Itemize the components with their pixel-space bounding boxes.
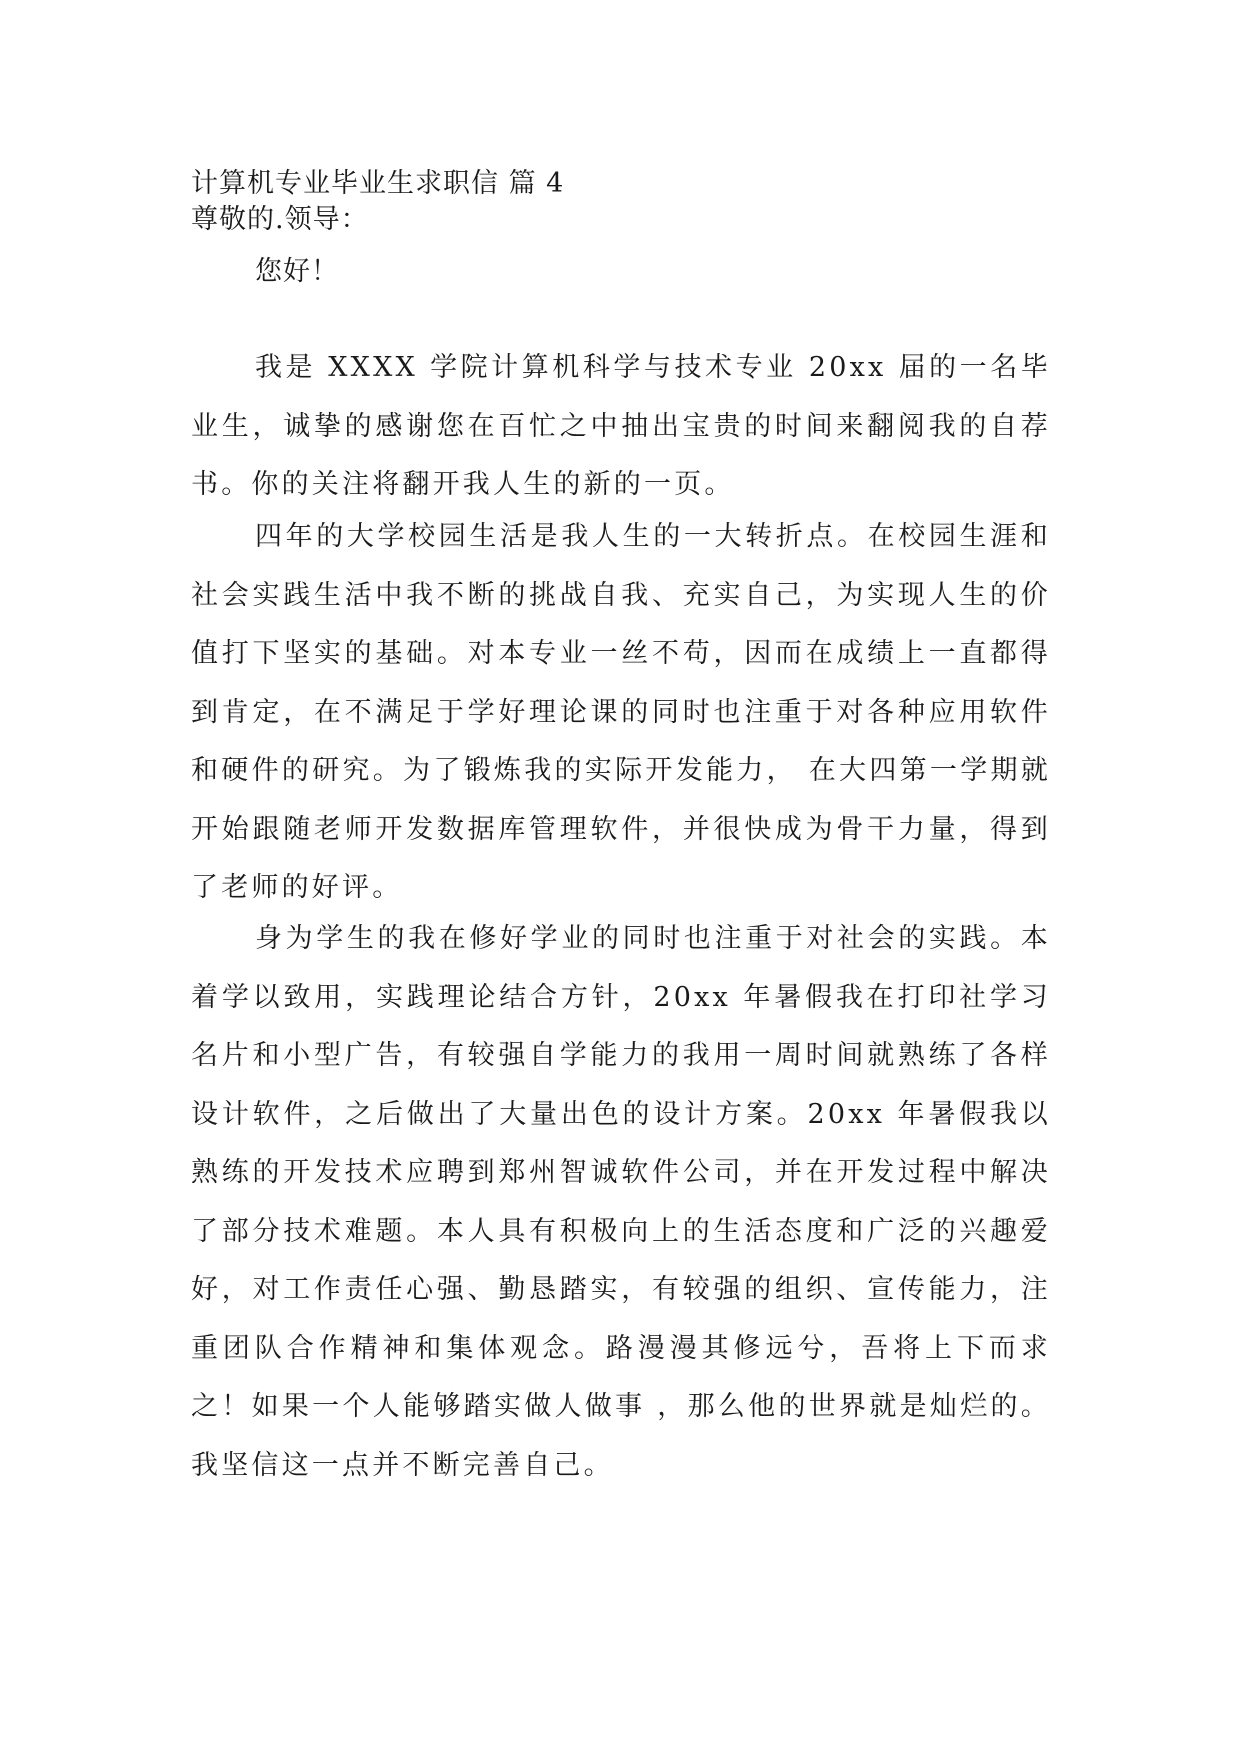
paragraph-university-life: 四年的大学校园生活是我人生的一大转折点。在校园生涯和社会实践生活中我不断的挑战自我、充实自己，为实现人生的价值打下坚实的基础。对本专业一丝不苟，因而在成绩上一直都得到肯定，在不满足于学好理论课的同时也注重于对各种应用软件和硬件的研究。为了锻炼我的实际开发能力， 在大四第一学期就开始跟随老师开发数据库管理软件，并很快成为骨干力量，得到了老师的好评。 (191, 521, 1051, 903)
document-title: 计算机专业毕业生求职信 篇 4 (191, 168, 565, 199)
salutation: 尊敬的.领导： (191, 204, 369, 235)
paragraph-social-practice: 身为学生的我在修好学业的同时也注重于对社会的实践。本着学以致用，实践理论结合方针，20xx 年暑假我在打印社学习名片和小型广告，有较强自学能力的我用一周时间就熟练了各样设计软件，之后做出了大量出色的设计方案。20xx 年暑假我以熟练的开发技术应聘到郑州智诚软件公司，并在开发过程中解决了部分技术难题。本人具有积极向上的生活态度和广泛的兴趣爱好，对工作责任心强、勤恳踏实，有较强的组织、宣传能力，注重团队合作精神和集体观念。路漫漫其修远兮，吾将上下而求之！如果一个人能够踏实做人做事 ，那么他的世界就是灿烂的。我坚信这一点并不断完善自己。 (191, 923, 1051, 1481)
paragraph-introduction: 我是 XXXX 学院计算机科学与技术专业 20xx 届的一名毕业生，诚挚的感谢您在百忙之中抽出宝贵的时间来翻阅我的自荐书。你的关注将翻开我人生的新的一页。 (191, 352, 1051, 500)
greeting: 您好！ (255, 256, 339, 287)
